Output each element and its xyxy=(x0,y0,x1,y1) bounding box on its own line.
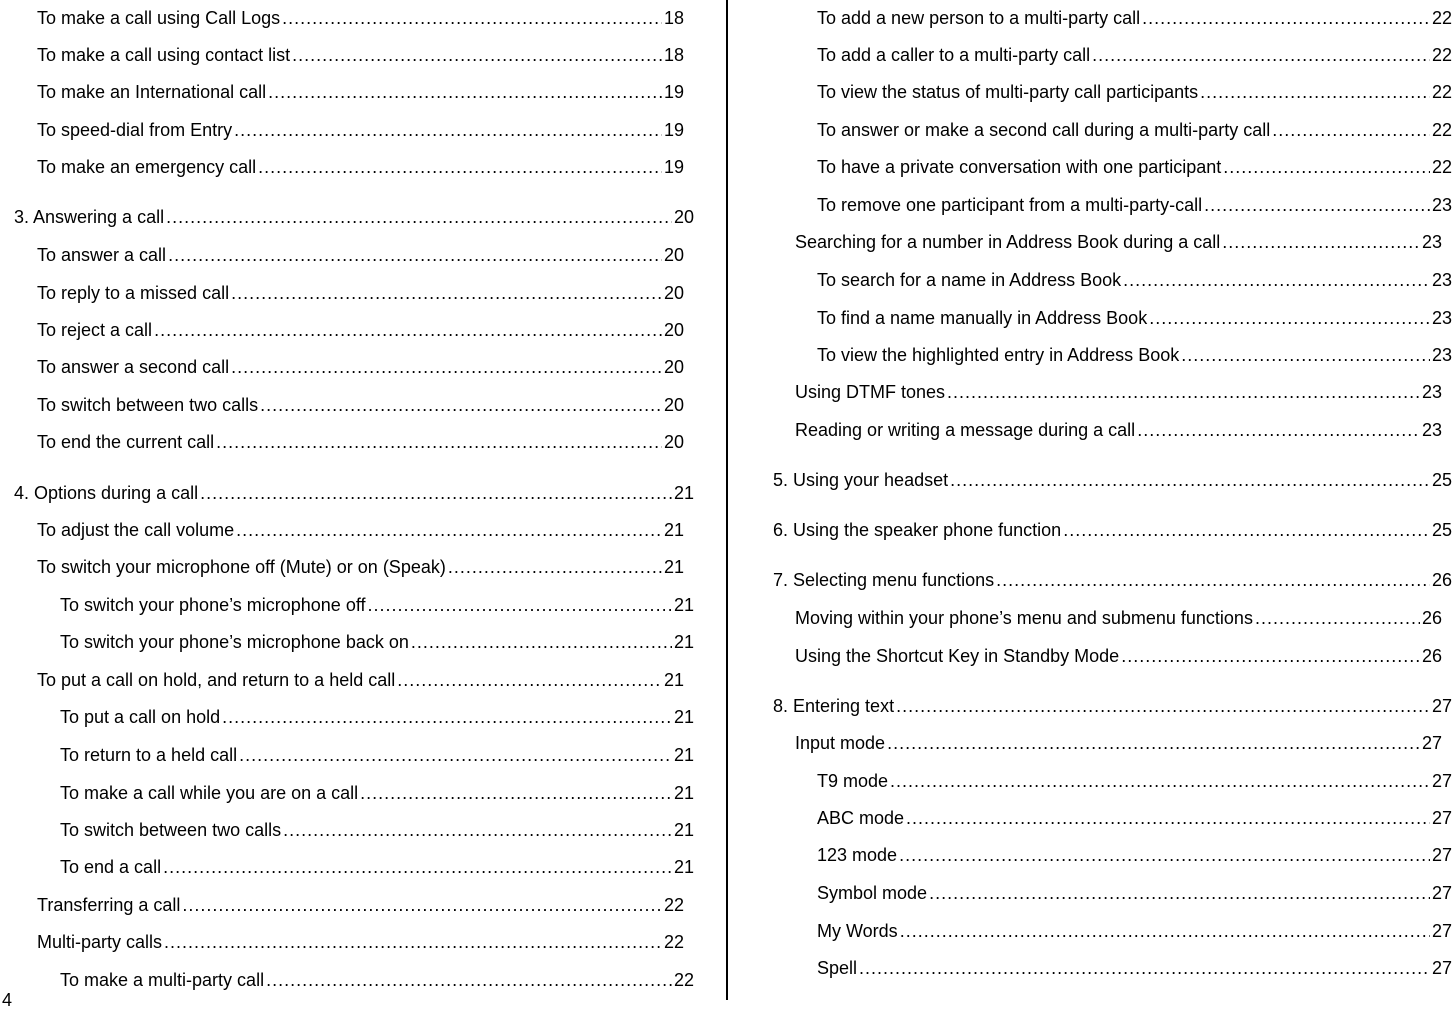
toc-entry-page: 25 xyxy=(1431,520,1452,540)
toc-entry-title: To make a call using contact list xyxy=(37,45,291,65)
toc-entry-title: ABC mode xyxy=(817,808,905,828)
toc-entry-title: To answer or make a second call during a multi-party call xyxy=(817,120,1271,140)
toc-entry-page: 27 xyxy=(1431,921,1452,941)
toc-subentry[interactable] xyxy=(817,881,1452,905)
toc-entry-page: 27 xyxy=(1431,771,1452,791)
toc-entry-page: 19 xyxy=(663,82,684,102)
toc-entry-title: To make an emergency call xyxy=(37,157,257,177)
toc-entry-title: Using the Shortcut Key in Standby Mode xyxy=(795,646,1120,666)
toc-entry-page: 27 xyxy=(1431,883,1452,903)
toc-entry-title: T9 mode xyxy=(817,771,889,791)
dot-leader xyxy=(360,781,672,805)
toc-subentry[interactable] xyxy=(817,118,1452,142)
toc-entry-title: Moving within your phone’s menu and submenu functions xyxy=(795,608,1253,628)
toc-entry[interactable] xyxy=(37,393,684,417)
toc-entry-title: To switch your phone’s microphone back on xyxy=(60,632,409,652)
toc-subentry[interactable] xyxy=(817,193,1452,217)
toc-entry-title: 123 mode xyxy=(817,845,898,865)
dot-leader xyxy=(1181,343,1430,367)
dot-leader xyxy=(887,731,1420,755)
toc-entry-page: 18 xyxy=(663,8,684,28)
toc-entry-page: 23 xyxy=(1421,420,1442,440)
toc-entry-title: To make a call using Call Logs xyxy=(37,8,281,28)
toc-entry-title: Searching for a number in Address Book during a call xyxy=(795,232,1221,252)
dot-leader xyxy=(1255,606,1420,630)
toc-entry[interactable] xyxy=(795,644,1442,668)
toc-entry-page: 22 xyxy=(1431,8,1452,28)
toc-entry-title: Multi-party calls xyxy=(37,932,163,952)
toc-subentry[interactable] xyxy=(60,593,694,617)
toc-entry-page: 23 xyxy=(1421,382,1442,402)
toc-subentry[interactable] xyxy=(60,968,694,992)
dot-leader xyxy=(890,769,1430,793)
toc-subentry[interactable] xyxy=(817,306,1452,330)
toc-entry[interactable] xyxy=(795,230,1442,254)
toc-entry-title: Transferring a call xyxy=(37,895,181,915)
toc-entry-page: 27 xyxy=(1431,696,1452,716)
dot-leader xyxy=(236,518,662,542)
toc-entry-title: To remove one participant from a multi-party-call xyxy=(817,195,1203,215)
toc-entry[interactable] xyxy=(37,430,684,454)
toc-subentry[interactable] xyxy=(60,818,694,842)
toc-entry-page: 21 xyxy=(673,820,694,840)
toc-entry-title: To switch your microphone off (Mute) or on (Speak) xyxy=(37,557,446,577)
toc-entry-page: 22 xyxy=(663,932,684,952)
toc-subentry[interactable] xyxy=(817,80,1452,104)
toc-subentry[interactable] xyxy=(817,769,1452,793)
toc-entry-title: To switch between two calls xyxy=(37,395,259,415)
toc-entry-page: 27 xyxy=(1431,808,1452,828)
toc-entry-title: To put a call on hold xyxy=(60,707,221,727)
dot-leader xyxy=(268,80,662,104)
toc-entry-title: Reading or writing a message during a call xyxy=(795,420,1136,440)
toc-entry[interactable] xyxy=(37,930,684,954)
toc-entry[interactable] xyxy=(795,380,1442,404)
toc-chapter-entry[interactable] xyxy=(773,468,1452,492)
toc-entry-title: 4. Options during a call xyxy=(14,483,199,503)
dot-leader xyxy=(182,893,662,917)
page-number: 4 xyxy=(2,990,13,1010)
toc-entry-page: 21 xyxy=(673,745,694,765)
toc-entry-title: My Words xyxy=(817,921,898,941)
dot-leader xyxy=(1121,644,1420,668)
dot-leader xyxy=(1204,193,1430,217)
toc-entry-title: To answer a call xyxy=(37,245,167,265)
toc-entry-title: To make an International call xyxy=(37,82,267,102)
toc-chapter-entry[interactable] xyxy=(773,568,1452,592)
toc-entry[interactable] xyxy=(37,893,684,917)
toc-entry[interactable] xyxy=(37,281,684,305)
toc-entry-title: To end a call xyxy=(60,857,162,877)
toc-subentry[interactable] xyxy=(817,43,1452,67)
toc-subentry[interactable] xyxy=(817,155,1452,179)
dot-leader xyxy=(1142,6,1430,30)
dot-leader xyxy=(996,568,1430,592)
toc-entry-page: 21 xyxy=(673,483,694,503)
dot-leader xyxy=(166,205,672,229)
toc-entry-title: To reply to a missed call xyxy=(37,283,230,303)
toc-entry-page: 22 xyxy=(1431,157,1452,177)
toc-entry-title: To add a new person to a multi-party call xyxy=(817,8,1141,28)
toc-entry-page: 21 xyxy=(673,632,694,652)
dot-leader xyxy=(234,118,662,142)
dot-leader xyxy=(154,318,662,342)
dot-leader xyxy=(258,155,662,179)
toc-chapter-entry[interactable] xyxy=(773,518,1452,542)
dot-leader xyxy=(200,481,672,505)
dot-leader xyxy=(1200,80,1430,104)
dot-leader xyxy=(1272,118,1430,142)
column-divider xyxy=(726,0,728,1000)
toc-entry-page: 23 xyxy=(1431,270,1452,290)
dot-leader xyxy=(239,743,672,767)
toc-entry-page: 27 xyxy=(1431,845,1452,865)
toc-entry-title: 5. Using your headset xyxy=(773,470,949,490)
dot-leader xyxy=(222,705,672,729)
toc-entry-page: 22 xyxy=(1431,120,1452,140)
toc-entry[interactable] xyxy=(37,43,684,67)
dot-leader xyxy=(899,843,1430,867)
dot-leader xyxy=(292,43,662,67)
dot-leader xyxy=(163,855,672,879)
toc-entry-page: 20 xyxy=(663,357,684,377)
dot-leader xyxy=(950,468,1430,492)
dot-leader xyxy=(397,668,662,692)
toc-entry-page: 20 xyxy=(663,395,684,415)
toc-entry[interactable] xyxy=(795,418,1442,442)
dot-leader xyxy=(859,956,1430,980)
dot-leader xyxy=(896,694,1430,718)
toc-subentry[interactable] xyxy=(60,743,694,767)
toc-subentry[interactable] xyxy=(817,919,1452,943)
dot-leader xyxy=(1137,418,1420,442)
toc-entry-page: 21 xyxy=(673,783,694,803)
toc-entry-page: 23 xyxy=(1421,232,1442,252)
toc-entry-page: 21 xyxy=(663,670,684,690)
toc-entry-page: 19 xyxy=(663,120,684,140)
toc-entry-title: Input mode xyxy=(795,733,886,753)
toc-entry-page: 22 xyxy=(1431,82,1452,102)
dot-leader xyxy=(231,281,662,305)
toc-entry-page: 22 xyxy=(663,895,684,915)
toc-subentry[interactable] xyxy=(60,781,694,805)
toc-entry-title: To reject a call xyxy=(37,320,153,340)
toc-entry-title: 7. Selecting menu functions xyxy=(773,570,995,590)
dot-leader xyxy=(164,930,662,954)
toc-entry-page: 25 xyxy=(1431,470,1452,490)
toc-entry[interactable] xyxy=(37,555,684,579)
toc-entry-title: To view the status of multi-party call participants xyxy=(817,82,1199,102)
dot-leader xyxy=(216,430,662,454)
toc-entry-title: 8. Entering text xyxy=(773,696,895,716)
toc-entry[interactable] xyxy=(37,155,684,179)
toc-entry-title: To make a multi-party call xyxy=(60,970,265,990)
toc-entry-title: To speed-dial from Entry xyxy=(37,120,233,140)
dot-leader xyxy=(1092,43,1430,67)
toc-subentry[interactable] xyxy=(817,6,1452,30)
toc-entry-page: 21 xyxy=(663,557,684,577)
toc-entry-page: 20 xyxy=(663,432,684,452)
toc-entry-title: 6. Using the speaker phone function xyxy=(773,520,1062,540)
dot-leader xyxy=(929,881,1430,905)
toc-entry-page: 26 xyxy=(1421,608,1442,628)
toc-entry-page: 21 xyxy=(673,707,694,727)
toc-entry-title: To put a call on hold, and return to a held call xyxy=(37,670,396,690)
toc-entry-page: 20 xyxy=(663,320,684,340)
toc-subentry[interactable] xyxy=(817,343,1452,367)
toc-entry-page: 20 xyxy=(663,245,684,265)
toc-entry[interactable] xyxy=(37,518,684,542)
toc-chapter-entry[interactable] xyxy=(773,694,1452,718)
dot-leader xyxy=(168,243,662,267)
dot-leader xyxy=(900,919,1430,943)
toc-subentry[interactable] xyxy=(817,268,1452,292)
toc-entry-page: 20 xyxy=(673,207,694,227)
toc-entry-page: 22 xyxy=(1431,45,1452,65)
dot-leader xyxy=(283,818,672,842)
toc-subentry[interactable] xyxy=(817,806,1452,830)
toc-entry[interactable] xyxy=(37,318,684,342)
toc-entry-title: To search for a name in Address Book xyxy=(817,270,1122,290)
toc-entry-page: 23 xyxy=(1431,308,1452,328)
toc-entry-title: To switch between two calls xyxy=(60,820,282,840)
toc-entry-title: Spell xyxy=(817,958,858,978)
dot-leader xyxy=(1149,306,1430,330)
toc-entry-page: 27 xyxy=(1421,733,1442,753)
toc-entry[interactable] xyxy=(37,355,684,379)
toc-entry-title: To have a private conversation with one participant xyxy=(817,157,1222,177)
dot-leader xyxy=(411,630,672,654)
dot-leader xyxy=(260,393,662,417)
dot-leader xyxy=(266,968,672,992)
toc-entry-title: To find a name manually in Address Book xyxy=(817,308,1148,328)
toc-entry-title: To return to a held call xyxy=(60,745,238,765)
dot-leader xyxy=(947,380,1420,404)
toc-subentry[interactable] xyxy=(60,630,694,654)
toc-subentry[interactable] xyxy=(60,855,694,879)
toc-entry-page: 22 xyxy=(673,970,694,990)
toc-entry-title: To add a caller to a multi-party call xyxy=(817,45,1091,65)
dot-leader xyxy=(1222,230,1420,254)
toc-entry-title: To switch your phone’s microphone off xyxy=(60,595,366,615)
toc-subentry[interactable] xyxy=(60,705,694,729)
toc-entry-page: 19 xyxy=(663,157,684,177)
toc-entry-page: 21 xyxy=(673,595,694,615)
dot-leader xyxy=(1063,518,1430,542)
toc-entry[interactable] xyxy=(795,731,1442,755)
toc-entry[interactable] xyxy=(37,668,684,692)
toc-entry-title: Symbol mode xyxy=(817,883,928,903)
dot-leader xyxy=(231,355,662,379)
toc-entry[interactable] xyxy=(37,6,684,30)
toc-entry-page: 20 xyxy=(663,283,684,303)
toc-entry-page: 21 xyxy=(663,520,684,540)
toc-chapter-entry[interactable] xyxy=(14,481,694,505)
dot-leader xyxy=(448,555,662,579)
toc-entry[interactable] xyxy=(37,243,684,267)
toc-entry[interactable] xyxy=(37,80,684,104)
dot-leader xyxy=(906,806,1430,830)
toc-entry-page: 26 xyxy=(1431,570,1452,590)
dot-leader xyxy=(368,593,672,617)
toc-chapter-entry[interactable] xyxy=(14,205,694,229)
toc-entry-title: Using DTMF tones xyxy=(795,382,946,402)
toc-entry[interactable] xyxy=(37,118,684,142)
toc-entry-page: 21 xyxy=(673,857,694,877)
toc-entry-page: 23 xyxy=(1431,195,1452,215)
toc-entry-page: 26 xyxy=(1421,646,1442,666)
toc-entry-title: To adjust the call volume xyxy=(37,520,235,540)
toc-entry-page: 23 xyxy=(1431,345,1452,365)
toc-entry-title: To answer a second call xyxy=(37,357,230,377)
toc-entry-title: To view the highlighted entry in Address Book xyxy=(817,345,1180,365)
toc-subentry[interactable] xyxy=(817,843,1452,867)
toc-entry-title: To make a call while you are on a call xyxy=(60,783,359,803)
toc-entry-title: 3. Answering a call xyxy=(14,207,165,227)
toc-entry-title: To end the current call xyxy=(37,432,215,452)
toc-subentry[interactable] xyxy=(817,956,1452,980)
dot-leader xyxy=(1223,155,1430,179)
toc-entry-page: 18 xyxy=(663,45,684,65)
dot-leader xyxy=(282,6,662,30)
toc-entry-page: 27 xyxy=(1431,958,1452,978)
dot-leader xyxy=(1123,268,1430,292)
toc-entry[interactable] xyxy=(795,606,1442,630)
